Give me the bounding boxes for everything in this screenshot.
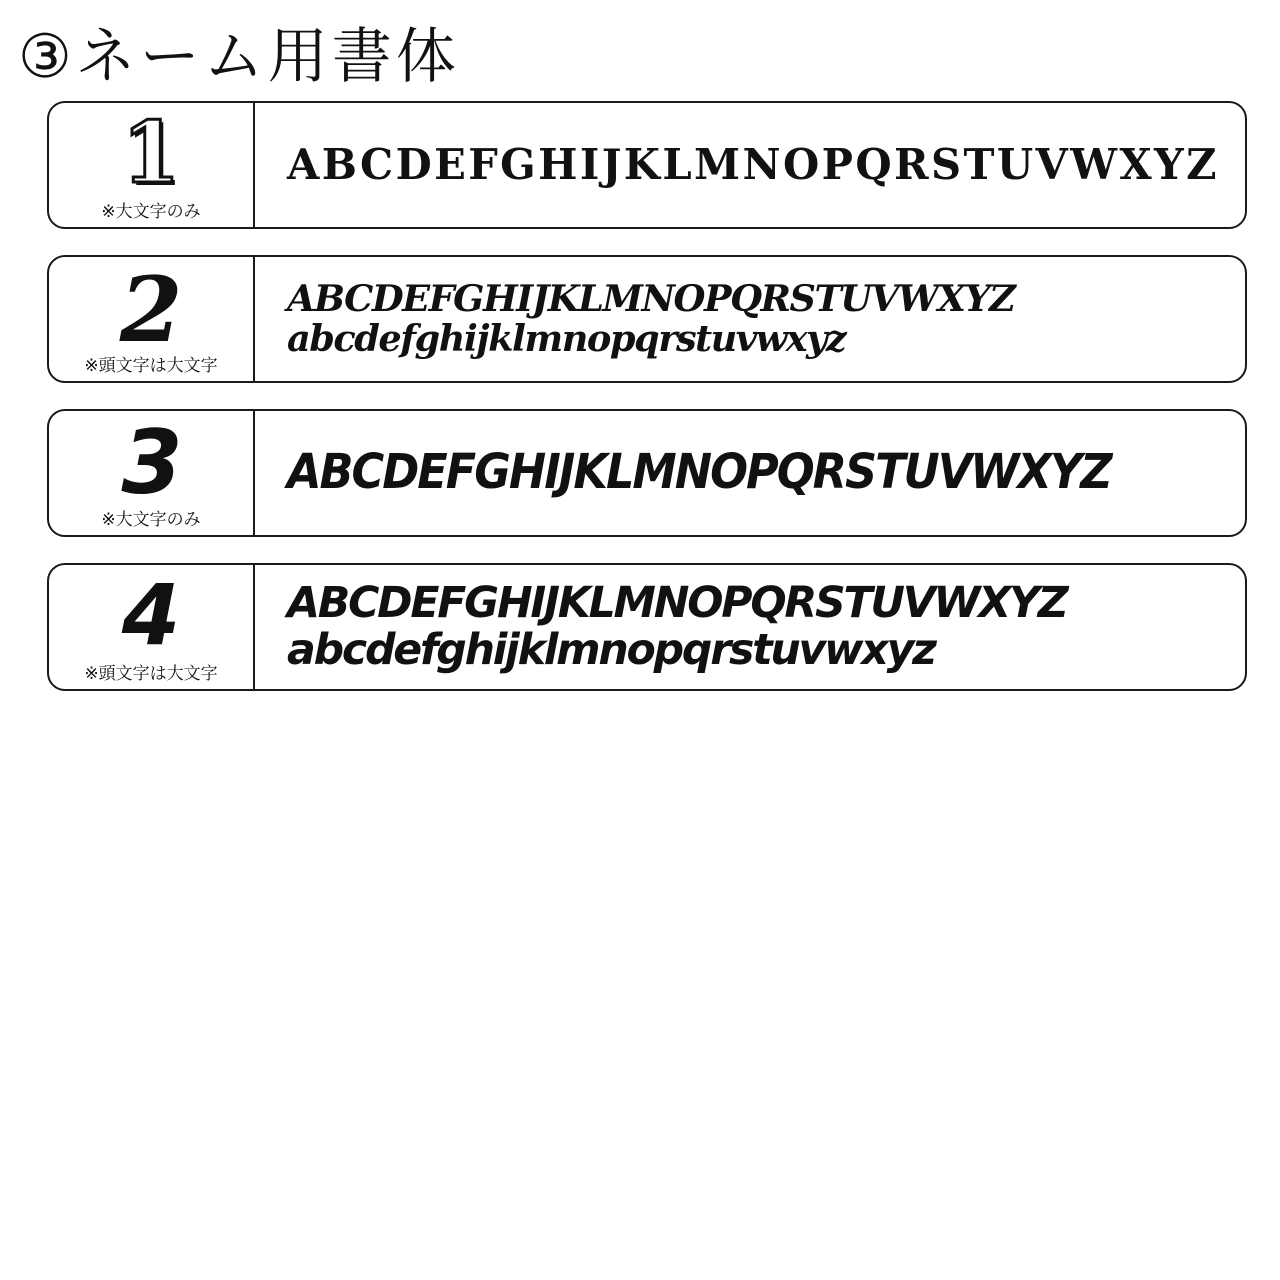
font-number-cell [49, 411, 255, 535]
page-title: ③ネーム用書体 [18, 22, 460, 92]
lowercase-sample: abcdefghijklmnopqrstuvwxyz [287, 625, 935, 675]
font-sample [255, 411, 1245, 535]
font-number-cell [49, 103, 255, 227]
font-note: ※頭文字は大文字 [84, 356, 218, 376]
font-option-2[interactable] [47, 255, 1247, 383]
font-note: ※頭文字は大文字 [84, 664, 218, 684]
font-number: 3 [121, 411, 181, 514]
uppercase-sample: ABCDEFGHIJKLMNOPQRSTUVWXYZ [287, 444, 1111, 501]
font-sample [255, 257, 1245, 381]
font-option-1[interactable] [47, 101, 1247, 229]
uppercase-sample: ABCDEFGHIJKLMNOPQRSTUVWXYZ [287, 140, 1219, 190]
lowercase-sample: abcdefghijklmnopqrstuvwxyz [287, 317, 846, 360]
font-option-4[interactable] [47, 563, 1247, 691]
font-sample [255, 103, 1245, 227]
font-number-cell [49, 257, 255, 381]
font-number: 2 [119, 257, 183, 363]
font-number: 1 [121, 103, 181, 202]
font-note: ※大文字のみ [101, 202, 201, 222]
font-sample [255, 565, 1245, 689]
uppercase-sample: ABCDEFGHIJKLMNOPQRSTUVWXYZ [287, 276, 1015, 320]
font-note: ※大文字のみ [101, 510, 201, 530]
font-number-cell [49, 565, 255, 689]
font-number: 4 [121, 566, 181, 664]
font-option-3[interactable] [47, 409, 1247, 537]
uppercase-sample: ABCDEFGHIJKLMNOPQRSTUVWXYZ [287, 578, 1067, 629]
